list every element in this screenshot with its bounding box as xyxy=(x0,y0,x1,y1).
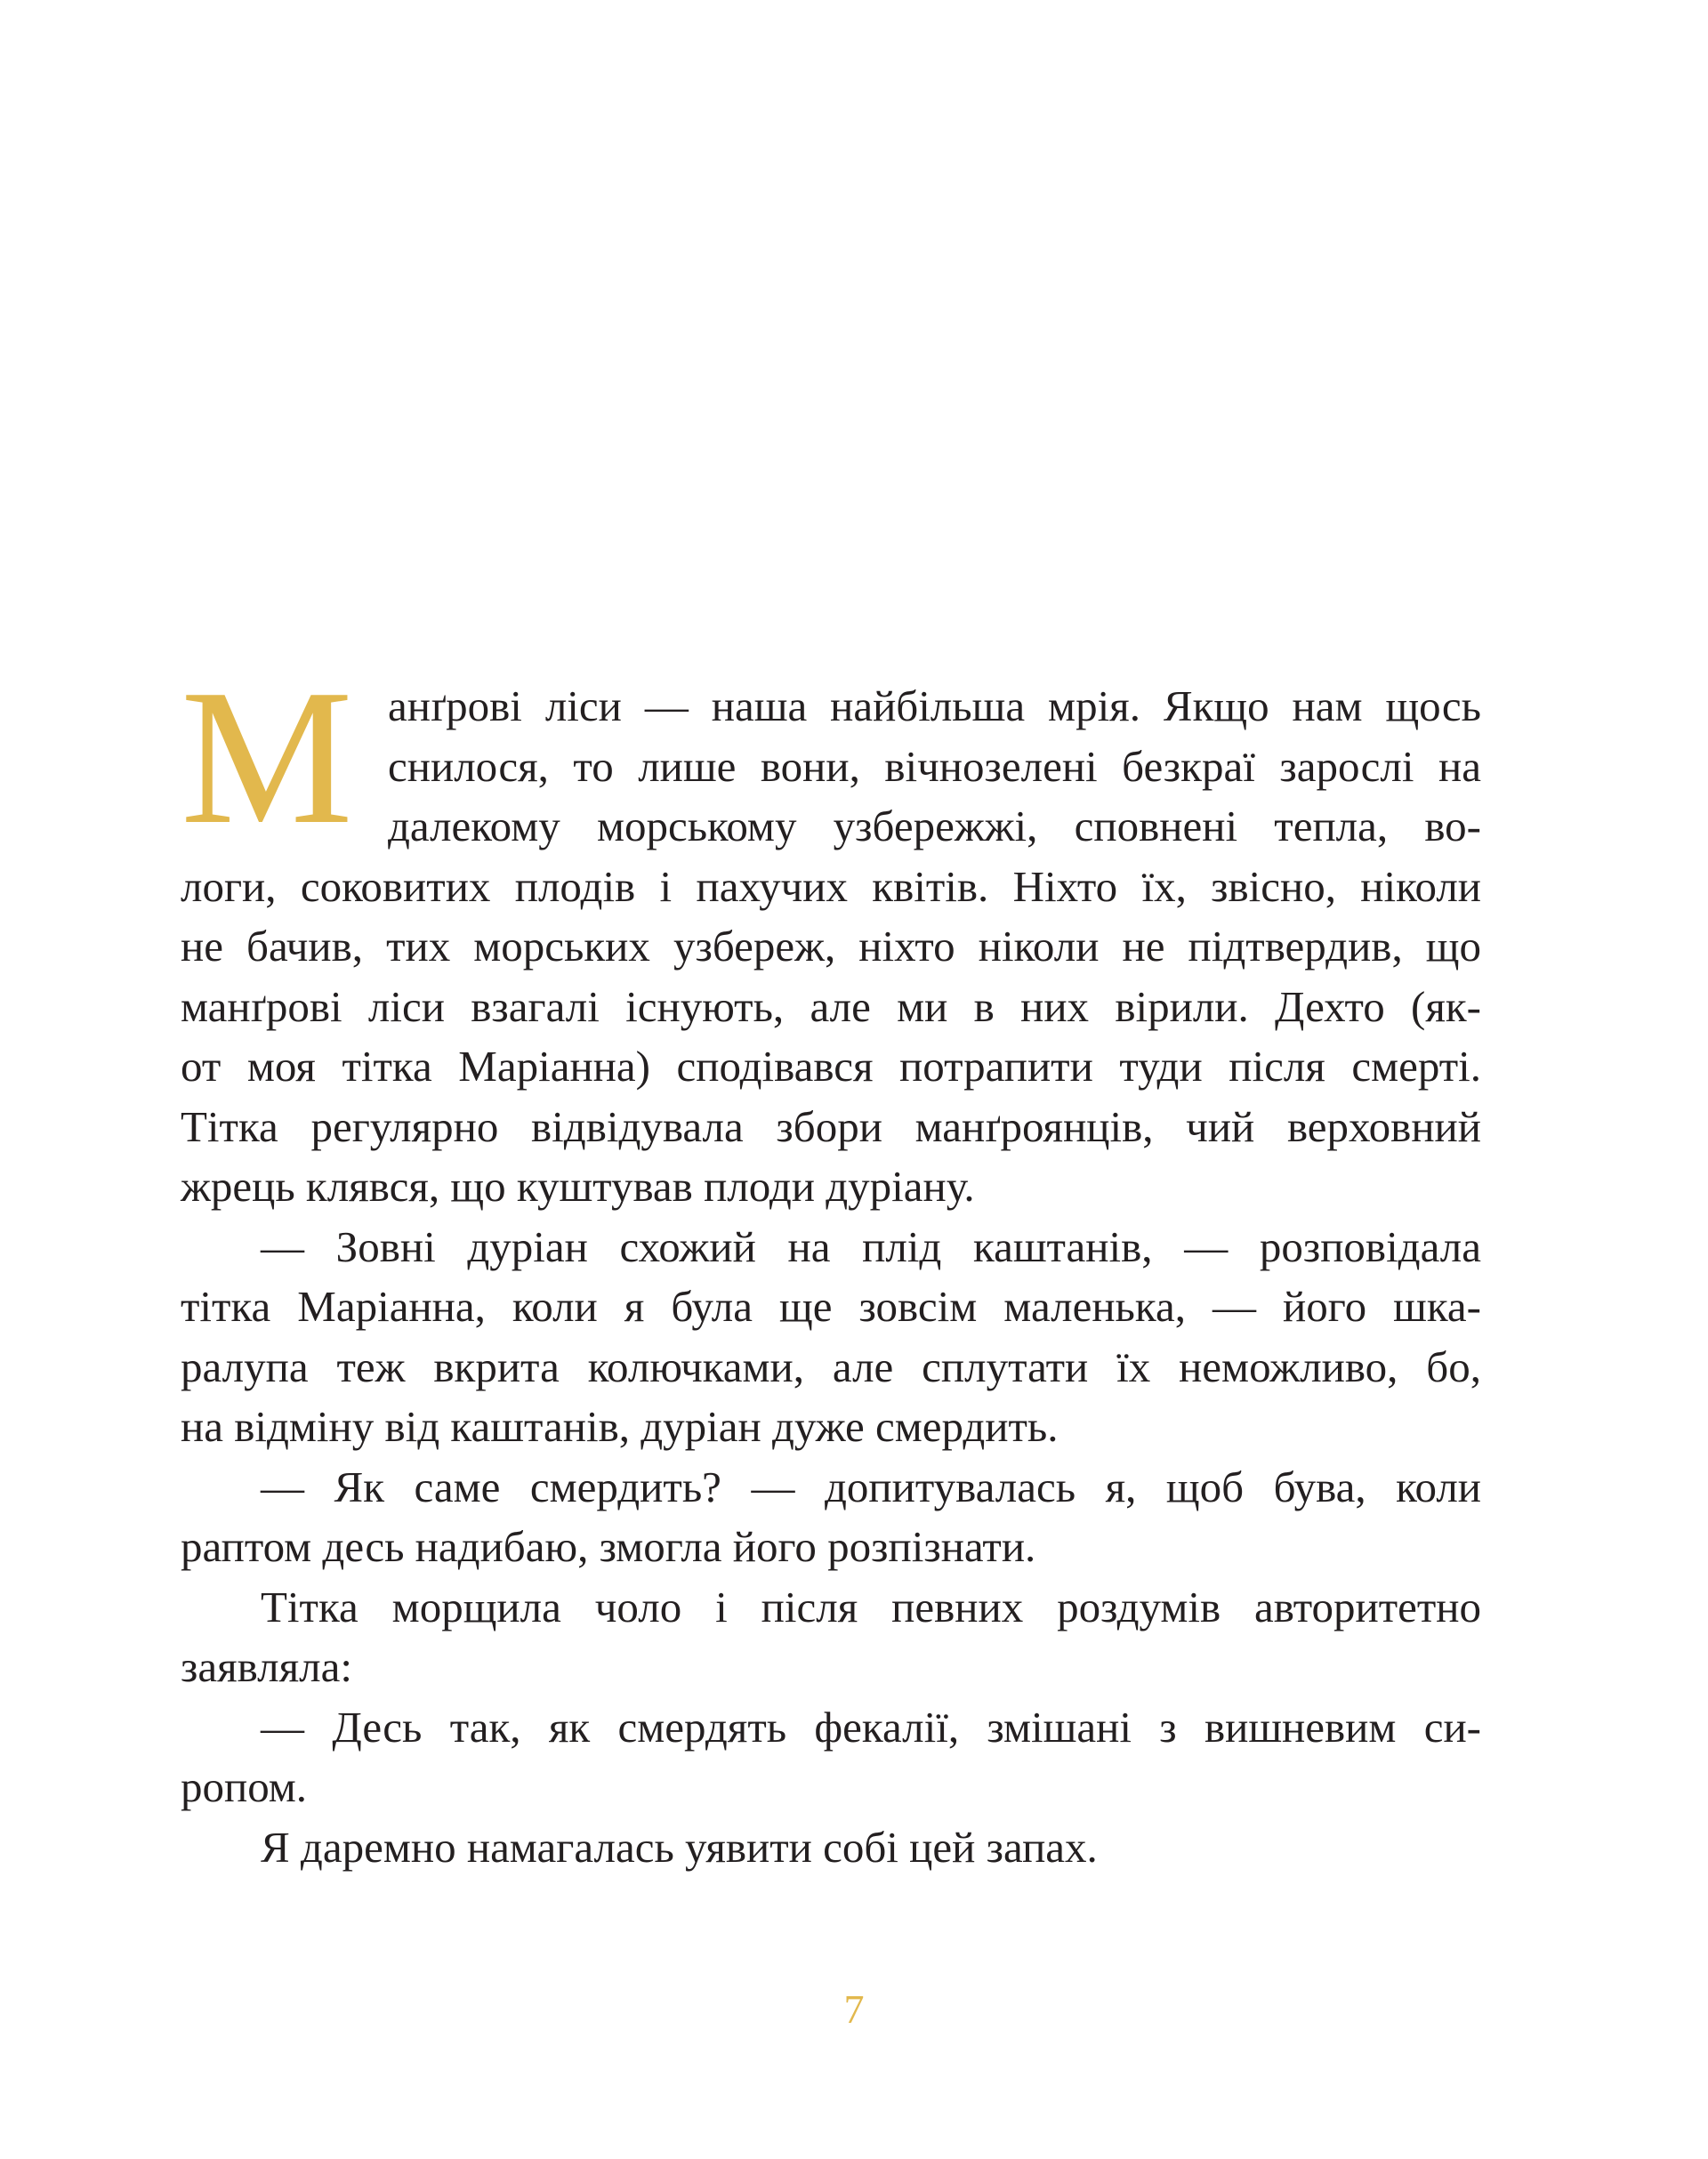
text-line: — Зовні дуріан схожий на плід каштанів, — розповідала xyxy=(261,1221,1481,1271)
text-line: — Як саме смердить? — допитувалась я, щоб бува, коли xyxy=(261,1462,1481,1511)
text-line: манґрові ліси взагалі існують, але ми в них вірили. Дехто (як- xyxy=(181,981,1481,1031)
text-line: Я даремно намагалась уявити собі цей запах. xyxy=(261,1822,1098,1872)
page-number: 7 xyxy=(843,1986,865,2032)
text-line: снилося, то лише вони, вічнозелені безкраї зарослі на xyxy=(388,741,1481,791)
text-line: ралупа теж вкрита колючками, але сплутати їх неможливо, бо, xyxy=(181,1341,1481,1391)
text-line: Тітка морщила чоло і після певних роздумів авторитетно xyxy=(261,1582,1481,1631)
body-text xyxy=(181,650,1481,1877)
text-line: ропом. xyxy=(181,1762,308,1811)
text-line: Тітка регулярно відвідувала збори манґроянців, чий верховний xyxy=(181,1101,1481,1151)
text-line: жрець клявся, що куштував плоди дуріану. xyxy=(181,1162,975,1211)
text-line: на відміну від каштанів, дуріан дуже смердить. xyxy=(181,1402,1059,1451)
text-line: анґрові ліси — наша найбільша мрія. Якщо нам щось xyxy=(388,681,1481,730)
text-line: логи, соковитих плодів і пахучих квітів. Ніхто їх, звісно, ніколи xyxy=(181,861,1481,911)
text-line: — Десь так, як смердять фекалії, змішані з вишневим си- xyxy=(261,1702,1481,1752)
text-line: далекому морському узбережжі, сповнені тепла, во- xyxy=(388,802,1481,850)
text-line: тітка Маріанна, коли я була ще зовсім маленька, — його шка- xyxy=(181,1282,1481,1331)
text-line: заявляла: xyxy=(181,1642,352,1691)
text-line: не бачив, тих морських узбереж, ніхто ніколи не підтвердив, що xyxy=(181,922,1481,971)
text-line: раптом десь надибаю, змогла його розпізнати. xyxy=(181,1522,1036,1571)
text-line: от моя тітка Маріанна) сподівався потрапити туди після смерті. xyxy=(181,1042,1481,1091)
drop-cap: М xyxy=(181,650,353,865)
